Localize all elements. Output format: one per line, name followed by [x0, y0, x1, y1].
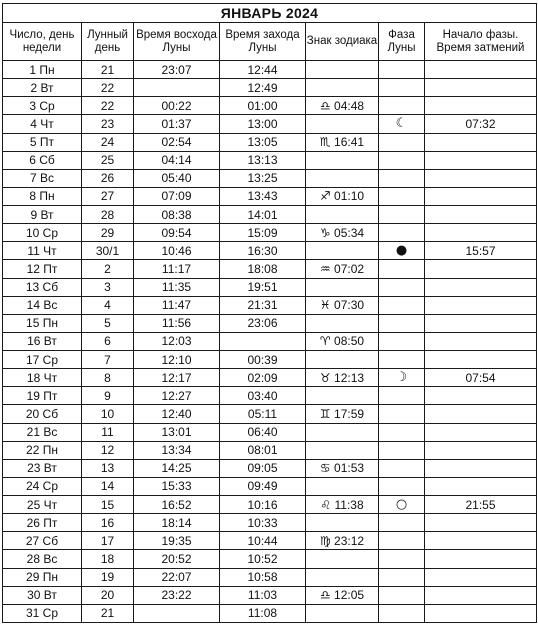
table-row — [3, 550, 537, 568]
zodiac-cell — [306, 133, 379, 151]
moon-phase-cell — [379, 314, 425, 332]
phase-start-cell — [425, 568, 537, 586]
moonset-cell: 13:00 — [220, 115, 306, 133]
date-cell: 25 Чт — [3, 496, 82, 514]
lunar-day-cell: 22 — [82, 79, 134, 97]
lunar-day-cell: 30/1 — [82, 242, 134, 260]
moonrise-cell: 11:35 — [134, 278, 220, 296]
zodiac-time: 01:53 — [334, 461, 365, 476]
zodiac-cell — [306, 169, 379, 187]
date-cell: 21 Вс — [3, 423, 82, 441]
zodiac-cell — [306, 604, 379, 622]
date-cell: 20 Сб — [3, 405, 82, 423]
zodiac-cell — [306, 79, 379, 97]
moonrise-cell: 18:14 — [134, 514, 220, 532]
moon-phase-cell — [379, 369, 425, 387]
moon-phase-cell — [379, 296, 425, 314]
lunar-day-cell: 28 — [82, 206, 134, 224]
phase-start-cell — [425, 459, 537, 477]
zodiac-cell — [306, 441, 379, 459]
lunar-day-cell: 9 — [82, 387, 134, 405]
zodiac-cell — [306, 496, 379, 514]
date-cell: 22 Пн — [3, 441, 82, 459]
moonset-cell: 08:01 — [220, 441, 306, 459]
lunar-day-cell: 18 — [82, 550, 134, 568]
moon-phase-cell — [379, 332, 425, 350]
date-cell: 30 Вт — [3, 586, 82, 604]
moon-phase-cell — [379, 568, 425, 586]
phase-start-cell — [425, 97, 537, 115]
moon-phase-icon: ● — [395, 243, 408, 259]
phase-start-cell — [425, 351, 537, 369]
lunar-day-cell: 17 — [82, 532, 134, 550]
table-row — [3, 206, 537, 224]
date-cell: 23 Вт — [3, 459, 82, 477]
phase-start-cell — [425, 532, 537, 550]
zodiac-time: 23:12 — [334, 533, 365, 548]
moon-phase-cell — [379, 514, 425, 532]
moonset-cell: 11:03 — [220, 586, 306, 604]
table-row — [3, 169, 537, 187]
moonrise-cell: 23:22 — [134, 586, 220, 604]
zodiac-cell — [306, 477, 379, 495]
zodiac-time: 04:48 — [334, 98, 365, 113]
lunar-day-cell: 25 — [82, 151, 134, 169]
lunar-day-cell: 24 — [82, 133, 134, 151]
moonset-cell: 03:40 — [220, 387, 306, 405]
zodiac-cell — [306, 187, 379, 205]
date-cell: 12 Пт — [3, 260, 82, 278]
zodiac-sign-icon: ♉ — [319, 370, 331, 385]
moonset-cell: 10:44 — [220, 532, 306, 550]
moonset-cell: 13:43 — [220, 187, 306, 205]
moon-phase-cell — [379, 187, 425, 205]
lunar-day-cell: 20 — [82, 586, 134, 604]
table-row — [3, 496, 537, 514]
zodiac-cell — [306, 224, 379, 242]
zodiac-sign-icon: ♓ — [319, 298, 331, 313]
table-row — [3, 387, 537, 405]
moonset-cell: 10:33 — [220, 514, 306, 532]
zodiac-time: 08:50 — [334, 334, 365, 349]
moonrise-cell — [134, 79, 220, 97]
moonrise-cell: 22:07 — [134, 568, 220, 586]
zodiac-sign-icon: ♑ — [319, 225, 331, 240]
table-row — [3, 586, 537, 604]
phase-start-cell — [425, 314, 537, 332]
phase-start-cell — [425, 604, 537, 622]
zodiac-cell — [306, 61, 379, 79]
moonset-cell: 12:49 — [220, 79, 306, 97]
lunar-day-cell: 14 — [82, 477, 134, 495]
moonset-cell: 14:01 — [220, 206, 306, 224]
phase-start-cell — [425, 441, 537, 459]
table-row — [3, 278, 537, 296]
zodiac-cell — [306, 586, 379, 604]
phase-start-cell — [425, 224, 537, 242]
moonrise-cell: 12:27 — [134, 387, 220, 405]
zodiac-sign-icon: ♐ — [319, 189, 331, 204]
header-moon-phase: Фаза Луны — [379, 23, 425, 61]
table-row — [3, 151, 537, 169]
phase-start-cell — [425, 405, 537, 423]
date-cell: 5 Пт — [3, 133, 82, 151]
zodiac-cell — [306, 369, 379, 387]
moonrise-cell: 00:22 — [134, 97, 220, 115]
zodiac-sign-icon: ♋ — [319, 461, 331, 476]
header-date: Число, день недели — [3, 23, 82, 61]
date-cell: 19 Пт — [3, 387, 82, 405]
date-cell: 17 Ср — [3, 351, 82, 369]
table-row — [3, 477, 537, 495]
zodiac-cell — [306, 115, 379, 133]
moon-phase-cell — [379, 423, 425, 441]
moon-phase-icon: ○ — [395, 497, 408, 513]
moonset-cell: 02:09 — [220, 369, 306, 387]
table-row — [3, 314, 537, 332]
moonrise-cell: 11:47 — [134, 296, 220, 314]
date-cell: 31 Ср — [3, 604, 82, 622]
table-row — [3, 224, 537, 242]
lunar-calendar-table — [2, 3, 537, 623]
moonset-cell: 13:05 — [220, 133, 306, 151]
moon-phase-cell — [379, 97, 425, 115]
date-cell: 9 Вт — [3, 206, 82, 224]
moonset-cell: 10:52 — [220, 550, 306, 568]
table-row — [3, 514, 537, 532]
moonrise-cell: 11:17 — [134, 260, 220, 278]
table-row — [3, 604, 537, 622]
zodiac-time: 17:59 — [334, 406, 365, 421]
zodiac-time: 11:38 — [334, 497, 364, 512]
zodiac-time: 16:41 — [334, 135, 365, 150]
moon-phase-cell — [379, 496, 425, 514]
zodiac-sign-icon: ♎ — [319, 588, 331, 603]
lunar-day-cell: 10 — [82, 405, 134, 423]
moonrise-cell: 12:40 — [134, 405, 220, 423]
moonset-cell: 00:39 — [220, 351, 306, 369]
lunar-day-cell: 26 — [82, 169, 134, 187]
moonset-cell: 10:16 — [220, 496, 306, 514]
moon-phase-cell — [379, 604, 425, 622]
lunar-day-cell: 2 — [82, 260, 134, 278]
zodiac-sign-icon: ♒ — [319, 261, 331, 276]
table-row — [3, 260, 537, 278]
phase-start-cell: 15:57 — [425, 242, 537, 260]
date-cell: 7 Вс — [3, 169, 82, 187]
table-row — [3, 97, 537, 115]
moonrise-cell: 02:54 — [134, 133, 220, 151]
lunar-day-cell: 13 — [82, 459, 134, 477]
zodiac-cell — [306, 405, 379, 423]
date-cell: 3 Ср — [3, 97, 82, 115]
moon-phase-icon: ☽ — [395, 370, 408, 386]
moon-phase-cell — [379, 405, 425, 423]
phase-start-cell — [425, 260, 537, 278]
phase-start-cell — [425, 477, 537, 495]
lunar-day-cell: 11 — [82, 423, 134, 441]
phase-start-cell — [425, 61, 537, 79]
moonrise-cell: 14:25 — [134, 459, 220, 477]
lunar-day-cell: 3 — [82, 278, 134, 296]
moonset-cell: 16:30 — [220, 242, 306, 260]
zodiac-cell — [306, 151, 379, 169]
moon-phase-cell — [379, 79, 425, 97]
table-row — [3, 332, 537, 350]
zodiac-cell — [306, 423, 379, 441]
moonset-cell: 13:25 — [220, 169, 306, 187]
zodiac-cell — [306, 568, 379, 586]
moonrise-cell: 11:56 — [134, 314, 220, 332]
phase-start-cell: 07:32 — [425, 115, 537, 133]
phase-start-cell — [425, 387, 537, 405]
zodiac-cell — [306, 314, 379, 332]
date-cell: 18 Чт — [3, 369, 82, 387]
zodiac-cell — [306, 296, 379, 314]
moonrise-cell: 15:33 — [134, 477, 220, 495]
moon-phase-cell — [379, 206, 425, 224]
lunar-day-cell: 21 — [82, 604, 134, 622]
lunar-day-cell: 7 — [82, 351, 134, 369]
table-row — [3, 441, 537, 459]
moon-phase-cell — [379, 115, 425, 133]
lunar-day-cell: 8 — [82, 369, 134, 387]
moon-phase-cell — [379, 224, 425, 242]
date-cell: 10 Ср — [3, 224, 82, 242]
moonrise-cell: 16:52 — [134, 496, 220, 514]
lunar-day-cell: 29 — [82, 224, 134, 242]
moonset-cell: 23:06 — [220, 314, 306, 332]
zodiac-cell — [306, 550, 379, 568]
phase-start-cell: 07:54 — [425, 369, 537, 387]
moonset-cell: 01:00 — [220, 97, 306, 115]
table-row — [3, 369, 537, 387]
date-cell: 6 Сб — [3, 151, 82, 169]
zodiac-sign-icon: ♌ — [320, 497, 332, 512]
zodiac-cell — [306, 351, 379, 369]
moon-phase-cell — [379, 441, 425, 459]
phase-start-cell — [425, 296, 537, 314]
moonrise-cell: 07:09 — [134, 187, 220, 205]
moonset-cell: 09:49 — [220, 477, 306, 495]
moonrise-cell: 09:54 — [134, 224, 220, 242]
date-cell: 8 Пн — [3, 187, 82, 205]
date-cell: 11 Чт — [3, 242, 82, 260]
calendar-body — [3, 61, 537, 623]
zodiac-sign-icon: ♏ — [319, 135, 331, 150]
date-cell: 16 Вт — [3, 332, 82, 350]
lunar-day-cell: 21 — [82, 61, 134, 79]
date-cell: 29 Пн — [3, 568, 82, 586]
phase-start-cell — [425, 206, 537, 224]
moonrise-cell: 04:14 — [134, 151, 220, 169]
phase-start-cell — [425, 151, 537, 169]
moonset-cell: 12:44 — [220, 61, 306, 79]
zodiac-cell — [306, 387, 379, 405]
lunar-day-cell: 27 — [82, 187, 134, 205]
zodiac-cell — [306, 242, 379, 260]
moonrise-cell: 19:35 — [134, 532, 220, 550]
moonrise-cell: 12:03 — [134, 332, 220, 350]
zodiac-cell — [306, 532, 379, 550]
zodiac-cell — [306, 278, 379, 296]
table-row — [3, 532, 537, 550]
table-row — [3, 423, 537, 441]
zodiac-time: 07:02 — [334, 261, 365, 276]
moonset-cell — [220, 332, 306, 350]
date-cell: 4 Чт — [3, 115, 82, 133]
moonset-cell: 15:09 — [220, 224, 306, 242]
zodiac-time: 01:10 — [334, 189, 365, 204]
moonrise-cell — [134, 604, 220, 622]
date-cell: 13 Сб — [3, 278, 82, 296]
zodiac-sign-icon: ♎ — [319, 98, 331, 113]
table-title: ЯНВАРЬ 2024 — [3, 4, 537, 23]
date-cell: 14 Вс — [3, 296, 82, 314]
moonrise-cell: 10:46 — [134, 242, 220, 260]
moon-phase-cell — [379, 260, 425, 278]
moonset-cell: 05:11 — [220, 405, 306, 423]
zodiac-cell — [306, 97, 379, 115]
table-row — [3, 61, 537, 79]
moonset-cell: 11:08 — [220, 604, 306, 622]
phase-start-cell — [425, 332, 537, 350]
phase-start-cell — [425, 169, 537, 187]
moon-phase-cell — [379, 387, 425, 405]
moon-phase-cell — [379, 532, 425, 550]
moon-phase-cell — [379, 151, 425, 169]
moonrise-cell: 08:38 — [134, 206, 220, 224]
phase-start-cell — [425, 423, 537, 441]
zodiac-sign-icon: ♍ — [319, 533, 331, 548]
table-row — [3, 568, 537, 586]
phase-start-cell — [425, 278, 537, 296]
phase-start-cell — [425, 79, 537, 97]
moonset-cell: 19:51 — [220, 278, 306, 296]
zodiac-cell — [306, 206, 379, 224]
moonset-cell: 09:05 — [220, 459, 306, 477]
lunar-day-cell: 4 — [82, 296, 134, 314]
zodiac-cell — [306, 332, 379, 350]
header-moonrise: Время восхода Луны — [134, 23, 220, 61]
table-row — [3, 405, 537, 423]
date-cell: 28 Вс — [3, 550, 82, 568]
table-row — [3, 459, 537, 477]
date-cell: 24 Ср — [3, 477, 82, 495]
date-cell: 15 Пн — [3, 314, 82, 332]
moonset-cell: 10:58 — [220, 568, 306, 586]
header-phase-start: Начало фазы. Время затмений — [425, 23, 537, 61]
zodiac-cell — [306, 514, 379, 532]
moonrise-cell: 13:01 — [134, 423, 220, 441]
lunar-day-cell: 19 — [82, 568, 134, 586]
zodiac-time: 12:13 — [334, 370, 365, 385]
moon-phase-cell — [379, 459, 425, 477]
moon-phase-cell — [379, 169, 425, 187]
table-row — [3, 79, 537, 97]
phase-start-cell — [425, 133, 537, 151]
date-cell: 1 Пн — [3, 61, 82, 79]
zodiac-time: 05:34 — [334, 225, 365, 240]
lunar-day-cell: 23 — [82, 115, 134, 133]
moonrise-cell: 12:10 — [134, 351, 220, 369]
zodiac-time: 07:30 — [334, 298, 365, 313]
moonrise-cell: 13:34 — [134, 441, 220, 459]
phase-start-cell: 21:55 — [425, 496, 537, 514]
moon-phase-cell — [379, 278, 425, 296]
table-row — [3, 242, 537, 260]
moon-phase-cell — [379, 242, 425, 260]
table-row — [3, 187, 537, 205]
zodiac-sign-icon: ♈ — [319, 334, 331, 349]
table-row — [3, 296, 537, 314]
phase-start-cell — [425, 514, 537, 532]
moon-phase-icon: ☾ — [395, 116, 408, 132]
table-row — [3, 133, 537, 151]
phase-start-cell — [425, 187, 537, 205]
moonset-cell: 18:08 — [220, 260, 306, 278]
lunar-day-cell: 15 — [82, 496, 134, 514]
table-row — [3, 115, 537, 133]
phase-start-cell — [425, 550, 537, 568]
moon-phase-cell — [379, 351, 425, 369]
moon-phase-cell — [379, 61, 425, 79]
lunar-day-cell: 12 — [82, 441, 134, 459]
moonrise-cell: 20:52 — [134, 550, 220, 568]
zodiac-time: 12:05 — [334, 588, 365, 603]
moonset-cell: 13:13 — [220, 151, 306, 169]
zodiac-sign-icon: ♊ — [319, 406, 331, 421]
moon-phase-cell — [379, 550, 425, 568]
lunar-day-cell: 16 — [82, 514, 134, 532]
moon-phase-cell — [379, 586, 425, 604]
lunar-day-cell: 22 — [82, 97, 134, 115]
header-moonset: Время захода Луны — [220, 23, 306, 61]
phase-start-cell — [425, 586, 537, 604]
zodiac-cell — [306, 260, 379, 278]
table-row — [3, 351, 537, 369]
header-lunar-day: Лунный день — [82, 23, 134, 61]
moon-phase-cell — [379, 477, 425, 495]
lunar-day-cell: 6 — [82, 332, 134, 350]
date-cell: 27 Сб — [3, 532, 82, 550]
header-zodiac-sign: Знак зодиака — [306, 23, 379, 61]
moonrise-cell: 01:37 — [134, 115, 220, 133]
date-cell: 2 Вт — [3, 79, 82, 97]
moonset-cell: 21:31 — [220, 296, 306, 314]
moonrise-cell: 12:17 — [134, 369, 220, 387]
moonrise-cell: 23:07 — [134, 61, 220, 79]
moonrise-cell: 05:40 — [134, 169, 220, 187]
date-cell: 26 Пт — [3, 514, 82, 532]
moon-phase-cell — [379, 133, 425, 151]
moonset-cell: 06:40 — [220, 423, 306, 441]
lunar-day-cell: 5 — [82, 314, 134, 332]
zodiac-cell — [306, 459, 379, 477]
